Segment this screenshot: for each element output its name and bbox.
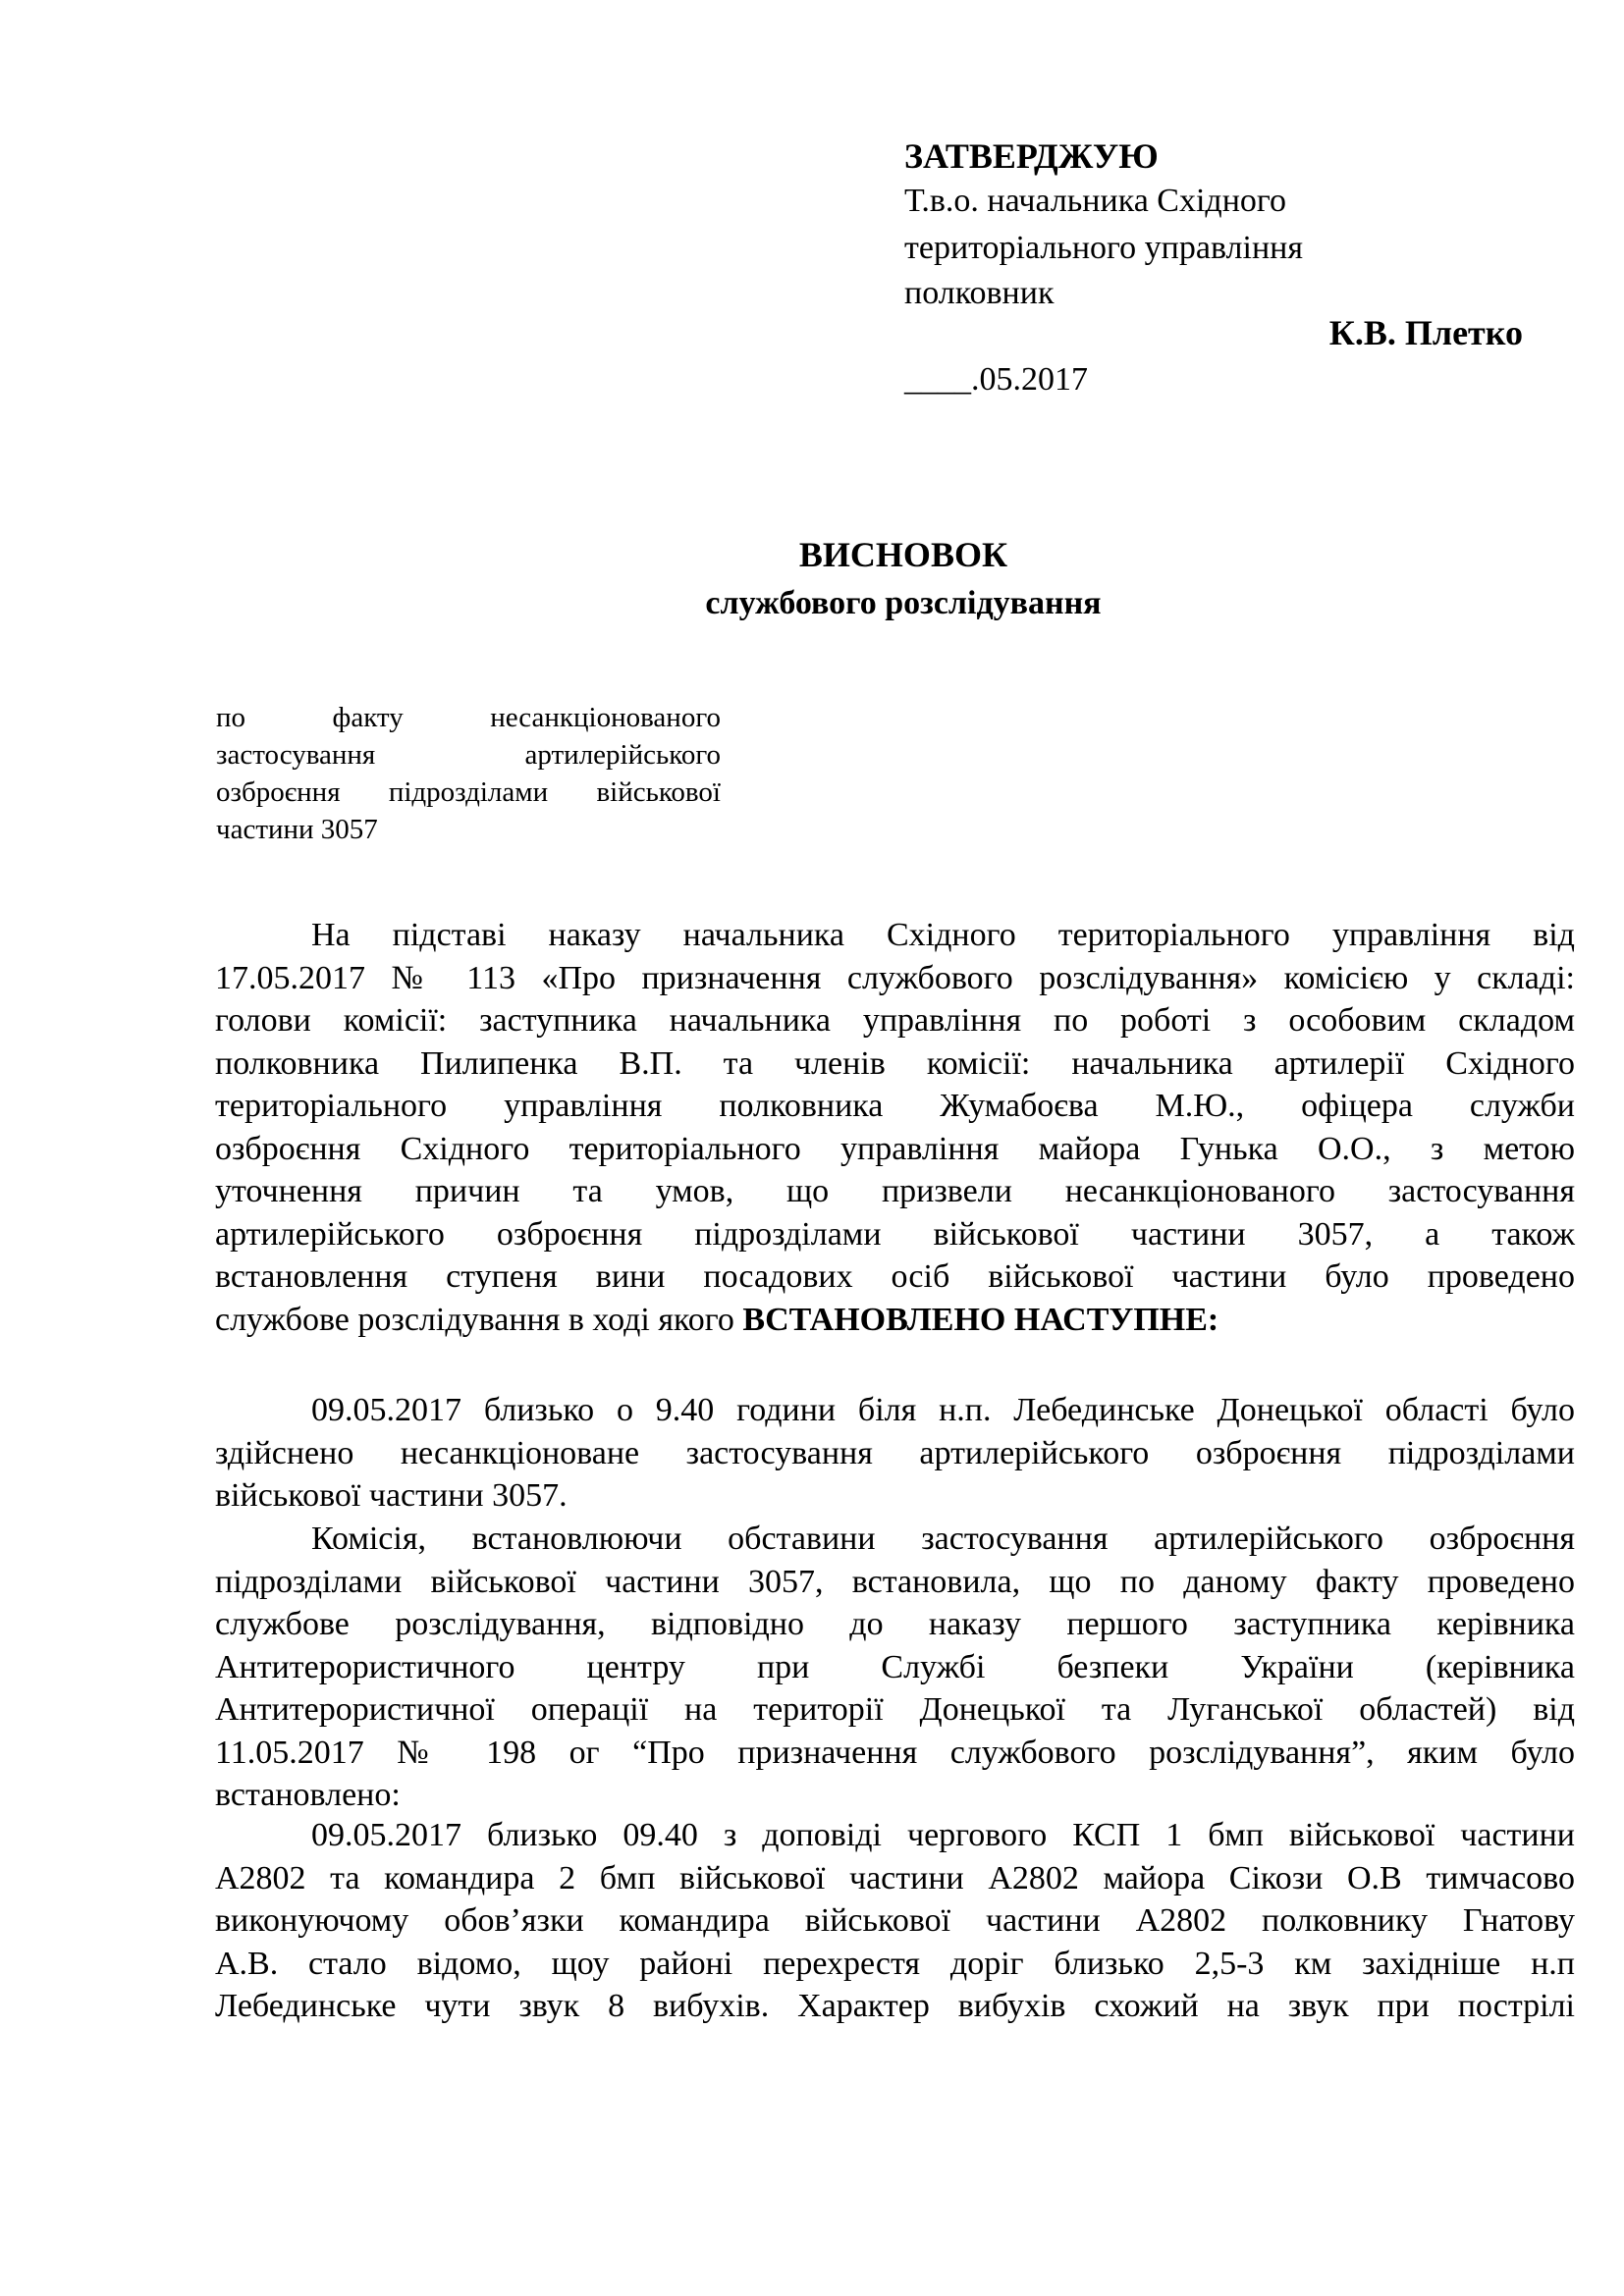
paragraph-line-text: службове розслідування в ході якого bbox=[215, 1301, 743, 1338]
paragraph-line: озброєння Східного територіального управління майора Гунька О.О., з метою bbox=[215, 1130, 1575, 1167]
paragraph-basis bbox=[215, 914, 1575, 1341]
paragraph-line: А.В. стало відомо, щоу районі перехрестя доріг близько 2,5-3 км західніше н.п bbox=[215, 1945, 1575, 1982]
paragraph-line: територіального управління полковника Жумабоєва М.Ю., офіцера служби bbox=[215, 1088, 1575, 1124]
subject-block bbox=[216, 699, 721, 848]
approval-title: ЗАТВЕРДЖУЮ bbox=[904, 136, 1159, 176]
paragraph-incident bbox=[215, 1389, 1575, 1518]
paragraph-line: підрозділами військової частини 3057, встановила, що по даному факту проведено bbox=[215, 1563, 1575, 1600]
paragraph-line: Комісія, встановлюючи обставини застосування артилерійського озброєння bbox=[311, 1521, 1575, 1557]
paragraph-line: виконуючому обов’язки командира військової частини А2802 полковнику Гнатову bbox=[215, 1902, 1575, 1939]
approval-position-line: Т.в.о. начальника Східного bbox=[904, 183, 1287, 219]
document-title: ВИСНОВОК bbox=[798, 535, 1008, 574]
subject-line: озброєння підрозділами військової bbox=[216, 776, 721, 808]
approval-position-line: територіального управління bbox=[904, 230, 1303, 266]
paragraph-report bbox=[215, 1814, 1575, 2028]
paragraph-line: Антитерористичної операції на території Донецької та Луганської областей) від bbox=[215, 1691, 1575, 1728]
paragraph-line: службове розслідування, відповідно до наказу першого заступника керівника bbox=[215, 1606, 1575, 1642]
paragraph-line: встановлення ступеня вини посадових осіб військової частини було проведено bbox=[215, 1258, 1575, 1295]
subject-line: частини 3057 bbox=[216, 814, 378, 845]
paragraph-line: 09.05.2017 близько 09.40 з доповіді чергового КСП 1 бмп військової частини bbox=[311, 1817, 1575, 1853]
paragraph-line: На підставі наказу начальника Східного територіального управління від bbox=[311, 917, 1575, 953]
paragraph-commission bbox=[215, 1518, 1575, 1817]
approval-date: ____.05.2017 bbox=[904, 361, 1088, 398]
paragraph-line: здійснено несанкціоноване застосування артилерійського озброєння підрозділами bbox=[215, 1434, 1575, 1471]
paragraph-line: уточнення причин та умов, що призвели несанкціонованого застосування bbox=[215, 1173, 1575, 1209]
paragraph-line: голови комісії: заступника начальника управління по роботі з особовим складом bbox=[215, 1002, 1575, 1039]
paragraph-line: А2802 та командира 2 бмп військової частини А2802 майора Сікози О.В тимчасово bbox=[215, 1859, 1575, 1896]
approval-rank-line: полковник bbox=[904, 275, 1055, 311]
document-subtitle: службового розслідування bbox=[705, 585, 1102, 621]
paragraph-line: військової частини 3057. bbox=[215, 1477, 568, 1514]
subject-line: застосування артилерійського bbox=[216, 739, 721, 771]
paragraph-line: артилерійського озброєння підрозділами військової частини 3057, а також bbox=[215, 1215, 1575, 1253]
paragraph-line: Лебединське чути звук 8 вибухів. Характер вибухів схожий на звук при пострілі bbox=[215, 1988, 1575, 2024]
paragraph-line: встановлено: bbox=[215, 1777, 401, 1813]
paragraph-line: 09.05.2017 близько о 9.40 години біля н.п. Лебединське Донецької області було bbox=[311, 1392, 1575, 1428]
paragraph-line: 11.05.2017 № 198 ог “Про призначення службового розслідування”, яким було bbox=[215, 1734, 1575, 1771]
paragraph-line: Антитерористичного центру при Службі безпеки України (керівника bbox=[215, 1648, 1575, 1685]
paragraph-line bbox=[215, 1299, 1575, 1342]
paragraph-line: полковника Пилипенка В.П. та членів комісії: начальника артилерії Східного bbox=[215, 1044, 1575, 1082]
approval-signer-name: К.В. Плетко bbox=[1328, 313, 1523, 352]
established-heading: ВСТАНОВЛЕНО НАСТУПНЕ: bbox=[742, 1301, 1219, 1338]
subject-line: по факту несанкціонованого bbox=[216, 702, 721, 733]
paragraph-line: 17.05.2017 № 113 «Про призначення службового розслідування» комісією у складі: bbox=[215, 959, 1575, 996]
